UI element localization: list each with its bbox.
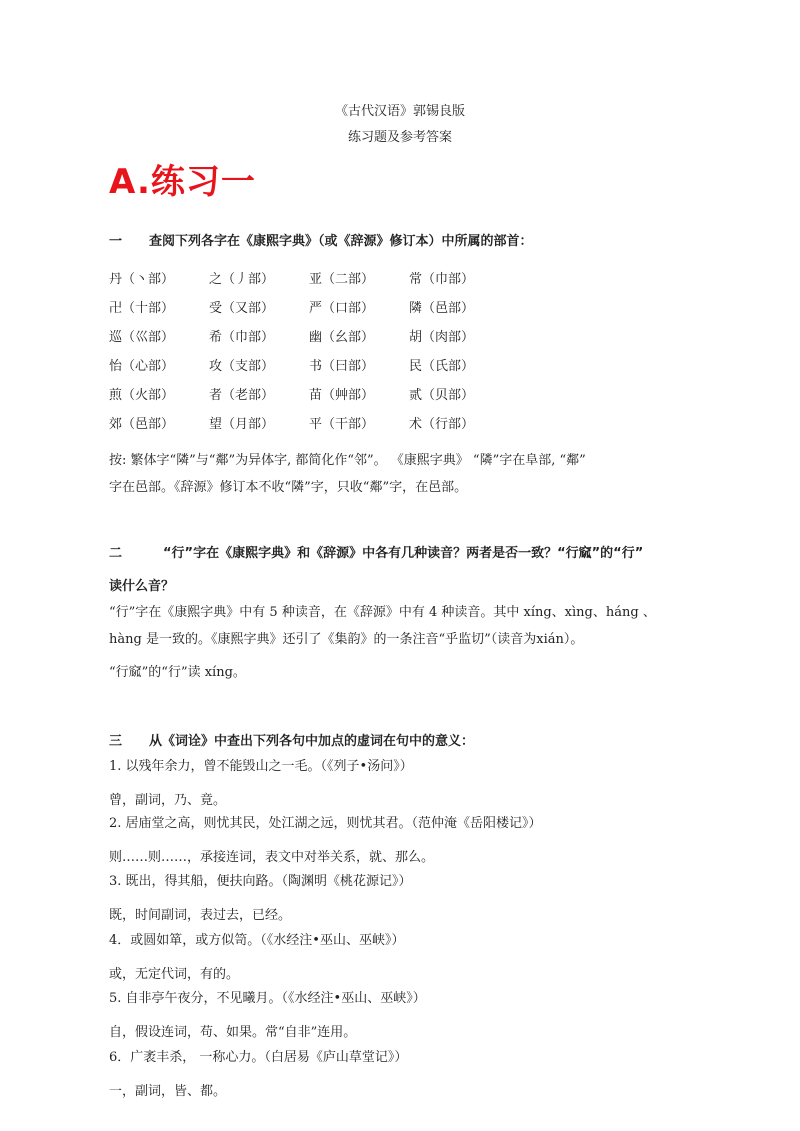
question-number: 一 [109, 234, 123, 249]
note-line: 字在邑部。《辞源》修订本不收“隣”字，只收“鄰”字，在邑部。 [109, 480, 468, 495]
radical-cell: 攻（支部） [209, 359, 275, 374]
radical-cell: 煎（火部） [109, 388, 175, 403]
radical-cell: 巡（巛部） [109, 330, 175, 345]
exercise-answer: 一，副词，皆、都。 [109, 1084, 227, 1099]
radical-cell: 希（巾部） [209, 330, 275, 345]
radical-cell: 书（曰部） [309, 359, 375, 374]
table-row [109, 270, 499, 299]
answer-line: “行”字在《康熙字典》中有 5 种读音，在《辞源》中有 4 种读音。其中 xíng、xìng、háng 、 [109, 605, 656, 620]
question-3-heading [109, 733, 474, 751]
question-text: “行”字在《康熙字典》和《辞源》中各有几种读音？两者是否一致？“行窳”的“行” [163, 546, 644, 561]
table-row [109, 415, 499, 444]
radical-cell: 民（氏部） [409, 359, 475, 374]
section-title: A.练习一 [109, 162, 256, 202]
exercise-sentence: 3. 既出，得其船，便扶向路。（陶渊明《桃花源记》） [109, 874, 412, 889]
document-subtitle: 练习题及参考答案 [347, 130, 452, 145]
note-line: 按: 繁体字“隣”与“鄰”为异体字, 都简化作“邻”。 《康熙字典》 “隣”字在阜部, “鄰” [109, 453, 586, 468]
book-title: 《古代汉语》郭锡良版 [334, 104, 465, 119]
radical-cell: 隣（邑部） [409, 301, 475, 316]
radical-cell: 常（巾部） [409, 272, 475, 287]
radical-cell: 受（又部） [209, 301, 275, 316]
table-row [109, 328, 499, 357]
radical-cell: 苗（艸部） [309, 388, 375, 403]
table-row [109, 357, 499, 386]
radical-cell: 之（丿部） [209, 272, 275, 287]
answer-line: hàng 是一致的。《康熙字典》还引了《集韵》的一条注音“乎监切”（读音为xián）。 [109, 632, 584, 647]
radical-cell: 卍（十部） [109, 301, 175, 316]
radical-cell: 丹（丶部） [109, 272, 175, 287]
radical-cell: 术（行部） [409, 417, 475, 432]
radical-cell: 贰（贝部） [409, 388, 475, 403]
exercise-answer: 自，假设连词，苟、如果。常“自非”连用。 [109, 1025, 357, 1040]
question-number: 三 [109, 734, 123, 749]
answer-line: “行窳”的“行”读 xíng。 [109, 665, 246, 680]
question-2-heading-cont: 读什么音？ [109, 579, 175, 594]
exercise-sentence: 2. 居庙堂之高，则忧其民，处江湖之远，则忧其君。（范仲淹《岳阳楼记》） [109, 816, 542, 831]
table-row [109, 299, 499, 328]
exercise-sentence: 5. 自非亭午夜分，不见曦月。（《水经注•巫山、巫峡》） [109, 991, 426, 1006]
question-2-heading [109, 545, 643, 563]
exercise-answer: 则……则……，承接连词，表文中对举关系，就、那么。 [109, 850, 435, 865]
radical-cell: 亚（二部） [309, 272, 375, 287]
radical-cell: 者（老部） [209, 388, 275, 403]
exercise-sentence: 1. 以残年余力，曾不能毁山之一毛。（《列子•汤问》） [109, 759, 413, 774]
radical-cell: 幽（幺部） [309, 330, 375, 345]
exercise-sentence: 6．广袤丰杀， 一称心力。（白居易《庐山草堂记》） [109, 1050, 408, 1065]
question-text: 查阅下列各字在《康熙字典》（或《辞源》修订本）中所属的部首： [149, 234, 533, 249]
radical-cell: 严（口部） [309, 301, 375, 316]
exercise-sentence: 4．或圆如箪，或方似笥。（《水经注•巫山、巫峡》） [109, 933, 405, 948]
exercise-answer: 或，无定代词，有的。 [109, 967, 240, 982]
question-number: 二 [109, 546, 123, 561]
radical-cell: 郊（邑部） [109, 417, 175, 432]
radical-cell: 怡（心部） [109, 359, 175, 374]
table-row [109, 386, 499, 415]
radical-cell: 胡（肉部） [409, 330, 475, 345]
exercise-answer: 曾，副词，乃、竟。 [109, 793, 227, 808]
exercise-answer: 既，时间副词，表过去，已经。 [109, 908, 292, 923]
radical-cell: 平（干部） [309, 417, 375, 432]
question-text: 从《词诠》中查出下列各句中加点的虚词在句中的意义： [149, 734, 475, 749]
radical-table [109, 270, 499, 444]
radical-cell: 望（月部） [209, 417, 275, 432]
question-1-heading [109, 233, 533, 251]
